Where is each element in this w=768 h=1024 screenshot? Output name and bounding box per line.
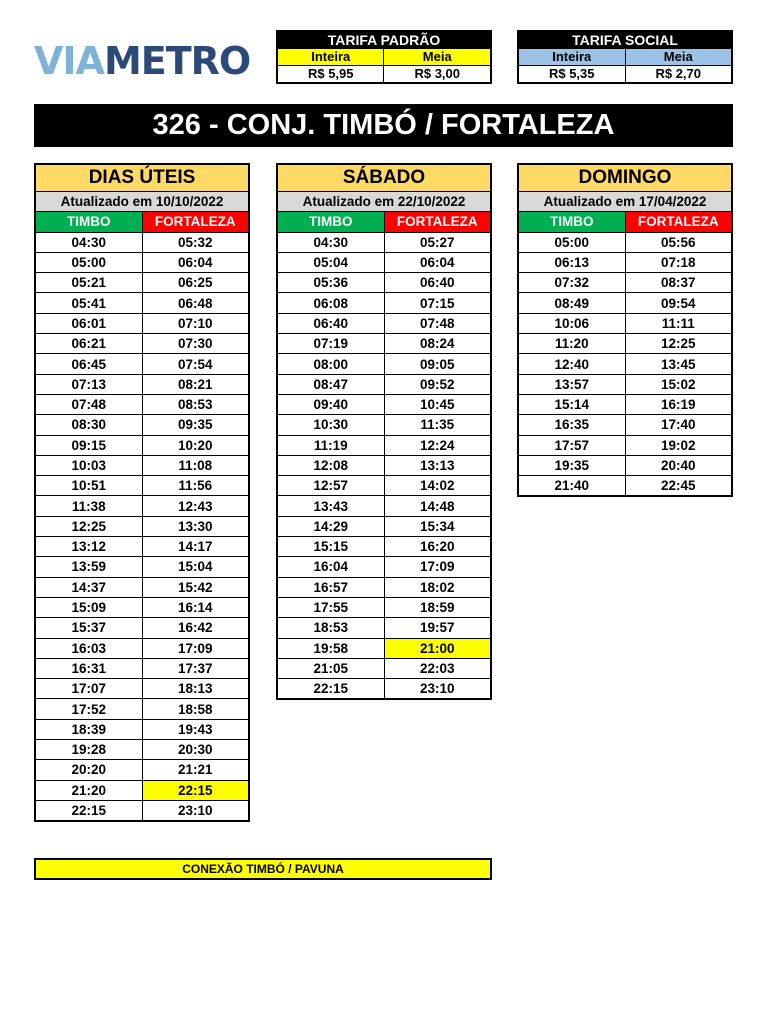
tarifa-social-table [517,30,733,84]
table-row [277,252,491,272]
table-row [518,293,732,313]
schedule-domingo [517,163,733,497]
departure-fortaleza: 14:48 [384,496,491,516]
departure-timbo: 19:58 [277,638,384,658]
departure-fortaleza: 10:20 [142,435,249,455]
departure-fortaleza: 18:02 [384,577,491,597]
departure-fortaleza: 07:10 [142,313,249,333]
departure-fortaleza: 05:32 [142,232,249,252]
departure-timbo: 05:04 [277,252,384,272]
departure-fortaleza: 06:40 [384,273,491,293]
departure-fortaleza: 22:03 [384,658,491,678]
departure-fortaleza: 12:43 [142,496,249,516]
departure-fortaleza: 09:35 [142,415,249,435]
departure-timbo: 14:29 [277,516,384,536]
departure-timbo: 16:03 [35,638,142,658]
departure-fortaleza: 13:45 [625,354,732,374]
table-row [277,313,491,333]
viametro-logo: VIAMETRO [34,39,251,83]
departure-timbo: 16:57 [277,577,384,597]
table-row [35,699,249,719]
departure-timbo: 06:01 [35,313,142,333]
departure-fortaleza: 16:19 [625,394,732,414]
departure-timbo: 10:51 [35,476,142,496]
table-row [518,455,732,475]
departure-fortaleza: 07:30 [142,334,249,354]
table-row [277,516,491,536]
departure-fortaleza: 08:24 [384,334,491,354]
departure-fortaleza: 07:54 [142,354,249,374]
departure-timbo: 08:47 [277,374,384,394]
departure-timbo: 07:19 [277,334,384,354]
departure-fortaleza: 12:25 [625,334,732,354]
table-row [35,496,249,516]
departure-fortaleza: 13:30 [142,516,249,536]
table-row [277,394,491,414]
departure-fortaleza: 14:02 [384,476,491,496]
departure-fortaleza: 18:59 [384,597,491,617]
table-row [277,415,491,435]
table-row [35,415,249,435]
departure-timbo: 06:45 [35,354,142,374]
table-row [35,435,249,455]
table-row [277,577,491,597]
schedule-sabado [276,163,492,700]
departure-timbo: 18:39 [35,719,142,739]
departure-fortaleza: 20:40 [625,455,732,475]
table-row [35,232,249,252]
table-row [277,618,491,638]
tarifa-padrao-table [276,30,492,84]
inteira-label: Inteira [518,49,625,66]
departure-fortaleza: 22:45 [625,476,732,497]
table-row [35,313,249,333]
day-header: DIAS ÚTEIS [35,164,249,192]
table-row [518,476,732,497]
table-row [35,455,249,475]
meia-label: Meia [625,49,732,66]
departure-fortaleza: 10:45 [384,394,491,414]
departure-fortaleza: 21:00 [384,638,491,658]
table-row [277,557,491,577]
inteira-label: Inteira [277,49,384,66]
departure-timbo: 05:36 [277,273,384,293]
table-row [518,435,732,455]
departure-timbo: 13:12 [35,537,142,557]
table-row [35,658,249,678]
departure-fortaleza: 08:37 [625,273,732,293]
departure-timbo: 15:14 [518,394,625,414]
table-row [35,780,249,800]
departure-fortaleza: 06:48 [142,293,249,313]
departure-timbo: 11:20 [518,334,625,354]
tarifa-padrao-title: TARIFA PADRÃO [277,31,491,49]
departure-fortaleza: 09:05 [384,354,491,374]
departure-timbo: 16:04 [277,557,384,577]
departure-timbo: 11:19 [277,435,384,455]
day-header: SÁBADO [277,164,491,192]
departure-fortaleza: 16:14 [142,597,249,617]
departure-timbo: 17:55 [277,597,384,617]
table-row [35,354,249,374]
table-row [35,760,249,780]
table-row [35,557,249,577]
table-row [35,719,249,739]
departure-fortaleza: 05:27 [384,232,491,252]
departure-timbo: 08:00 [277,354,384,374]
departure-fortaleza: 06:04 [142,252,249,272]
table-row [35,476,249,496]
departure-fortaleza: 17:40 [625,415,732,435]
table-row [277,476,491,496]
updated-date: Atualizado em 17/04/2022 [518,192,732,212]
table-row [277,597,491,617]
table-row [518,374,732,394]
table-row [277,537,491,557]
departure-timbo: 17:57 [518,435,625,455]
departure-fortaleza: 11:11 [625,313,732,333]
departure-timbo: 10:06 [518,313,625,333]
departure-timbo: 15:37 [35,618,142,638]
table-row [518,232,732,252]
table-row [35,638,249,658]
departure-fortaleza: 20:30 [142,740,249,760]
departure-timbo: 21:20 [35,780,142,800]
day-header: DOMINGO [518,164,732,192]
table-row [277,496,491,516]
departure-timbo: 04:30 [35,232,142,252]
departure-timbo: 05:00 [518,232,625,252]
departure-timbo: 10:03 [35,455,142,475]
departure-timbo: 19:28 [35,740,142,760]
table-row [518,354,732,374]
meia-price: R$ 2,70 [625,66,732,84]
departure-fortaleza: 11:08 [142,455,249,475]
departure-fortaleza: 13:13 [384,455,491,475]
departure-timbo: 13:43 [277,496,384,516]
meia-label: Meia [384,49,491,66]
departure-timbo: 11:38 [35,496,142,516]
table-row [35,334,249,354]
departure-timbo: 12:40 [518,354,625,374]
departure-timbo: 13:59 [35,557,142,577]
table-row [277,354,491,374]
departure-timbo: 08:30 [35,415,142,435]
table-row [518,313,732,333]
table-row [277,679,491,700]
departure-fortaleza: 06:25 [142,273,249,293]
departure-fortaleza: 07:15 [384,293,491,313]
inteira-price: R$ 5,95 [277,66,384,84]
departure-fortaleza: 08:53 [142,394,249,414]
departure-timbo: 05:21 [35,273,142,293]
departure-fortaleza: 15:02 [625,374,732,394]
meia-price: R$ 3,00 [384,66,491,84]
table-row [277,638,491,658]
column-header-timbo: TIMBO [277,212,384,232]
table-row [35,293,249,313]
departure-timbo: 06:08 [277,293,384,313]
departure-fortaleza: 19:57 [384,618,491,638]
departure-timbo: 07:48 [35,394,142,414]
table-row [35,800,249,821]
route-title: 326 - CONJ. TIMBÓ / FORTALEZA [34,104,733,147]
departure-fortaleza: 18:13 [142,679,249,699]
departure-timbo: 15:15 [277,537,384,557]
departure-fortaleza: 19:02 [625,435,732,455]
updated-date: Atualizado em 10/10/2022 [35,192,249,212]
table-row [35,273,249,293]
departure-timbo: 07:13 [35,374,142,394]
departure-fortaleza: 15:42 [142,577,249,597]
departure-timbo: 17:52 [35,699,142,719]
departure-fortaleza: 12:24 [384,435,491,455]
departure-timbo: 14:37 [35,577,142,597]
updated-date: Atualizado em 22/10/2022 [277,192,491,212]
departure-fortaleza: 17:37 [142,658,249,678]
departure-fortaleza: 09:52 [384,374,491,394]
table-row [518,252,732,272]
departure-fortaleza: 06:04 [384,252,491,272]
departure-timbo: 15:09 [35,597,142,617]
departure-fortaleza: 21:21 [142,760,249,780]
table-row [35,252,249,272]
table-row [277,334,491,354]
schedule-dias-uteis [34,163,250,822]
table-row [277,232,491,252]
departure-timbo: 06:21 [35,334,142,354]
table-row [518,334,732,354]
departure-timbo: 12:57 [277,476,384,496]
table-row [277,455,491,475]
departure-timbo: 05:41 [35,293,142,313]
departure-fortaleza: 19:43 [142,719,249,739]
table-row [518,415,732,435]
departure-fortaleza: 23:10 [142,800,249,821]
departure-fortaleza: 17:09 [142,638,249,658]
departure-timbo: 10:30 [277,415,384,435]
departure-timbo: 07:32 [518,273,625,293]
table-row [35,516,249,536]
column-header-timbo: TIMBO [518,212,625,232]
column-header-fortaleza: FORTALEZA [384,212,491,232]
departure-timbo: 21:40 [518,476,625,497]
departure-fortaleza: 18:58 [142,699,249,719]
departure-fortaleza: 15:04 [142,557,249,577]
table-row [35,537,249,557]
table-row [277,374,491,394]
departure-timbo: 06:13 [518,252,625,272]
departure-fortaleza: 07:48 [384,313,491,333]
departure-timbo: 04:30 [277,232,384,252]
departure-timbo: 20:20 [35,760,142,780]
departure-timbo: 05:00 [35,252,142,272]
table-row [35,679,249,699]
departure-fortaleza: 22:15 [142,780,249,800]
departure-timbo: 16:31 [35,658,142,678]
table-row [35,740,249,760]
column-header-timbo: TIMBO [35,212,142,232]
departure-timbo: 19:35 [518,455,625,475]
departure-timbo: 17:07 [35,679,142,699]
departure-timbo: 13:57 [518,374,625,394]
departure-fortaleza: 08:21 [142,374,249,394]
table-row [277,435,491,455]
table-row [518,394,732,414]
departure-fortaleza: 15:34 [384,516,491,536]
table-row [518,273,732,293]
departure-timbo: 22:15 [35,800,142,821]
column-header-fortaleza: FORTALEZA [625,212,732,232]
departure-timbo: 06:40 [277,313,384,333]
table-row [35,577,249,597]
departure-fortaleza: 23:10 [384,679,491,700]
departure-timbo: 09:15 [35,435,142,455]
departure-timbo: 09:40 [277,394,384,414]
departure-fortaleza: 09:54 [625,293,732,313]
departure-timbo: 12:25 [35,516,142,536]
departure-timbo: 12:08 [277,455,384,475]
table-row [277,658,491,678]
departure-timbo: 18:53 [277,618,384,638]
tarifa-social-title: TARIFA SOCIAL [518,31,732,49]
table-row [35,618,249,638]
table-row [277,273,491,293]
departure-fortaleza: 16:20 [384,537,491,557]
departure-timbo: 08:49 [518,293,625,313]
column-header-fortaleza: FORTALEZA [142,212,249,232]
table-row [277,293,491,313]
conexao-banner: CONEXÃO TIMBÓ / PAVUNA [34,858,492,880]
departure-fortaleza: 14:17 [142,537,249,557]
table-row [35,374,249,394]
inteira-price: R$ 5,35 [518,66,625,84]
table-row [35,597,249,617]
departure-timbo: 22:15 [277,679,384,700]
departure-timbo: 16:35 [518,415,625,435]
table-row [35,394,249,414]
departure-fortaleza: 16:42 [142,618,249,638]
departure-fortaleza: 17:09 [384,557,491,577]
departure-fortaleza: 07:18 [625,252,732,272]
departure-timbo: 21:05 [277,658,384,678]
departure-fortaleza: 11:56 [142,476,249,496]
departure-fortaleza: 11:35 [384,415,491,435]
departure-fortaleza: 05:56 [625,232,732,252]
